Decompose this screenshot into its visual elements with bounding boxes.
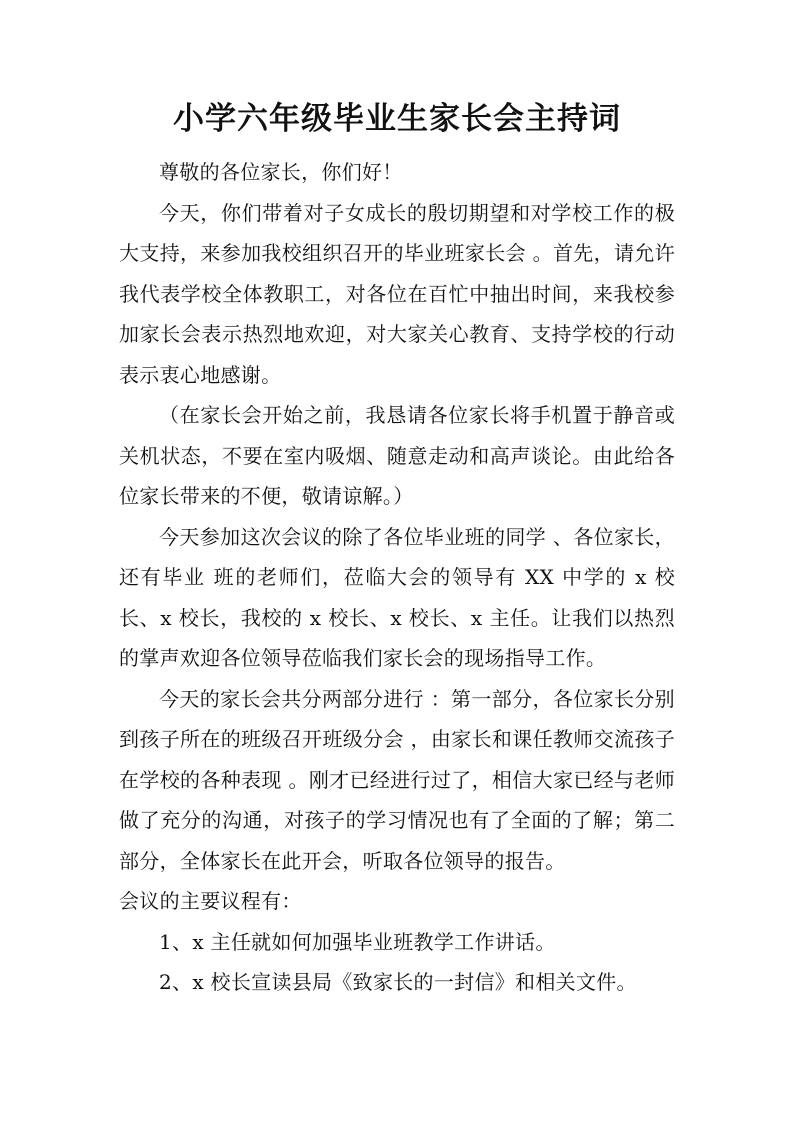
document-title: 小学六年级毕业生家长会主持词 [173,101,621,137]
phone-notice-paragraph: （在家长会开始之前，我恳请各位家长将手机置于静音或关机状态，不要在室内吸烟、随意走动和高声谈论。由此给各位家长带来的不便，敬请谅解。） [119,403,675,508]
meeting-structure-paragraph: 今天的家长会共分两部分进行 ：第一部分，各位家长分别到孩子所在的班级召开班级分会 ，由家长和课任教师交流孩子在学校的各种表现 。刚才已经进行过了，相信大家已经与老师做了充分的沟通，对孩子的学习情况也有了全面的了解；第二部分，全体家长在此开会，听取各位领导的报告。 [119,686,675,873]
welcome-paragraph: 今天，你们带着对子女成长的殷切期望和对学校工作的极大支持，来参加我校组织召开的毕业班家长会 。首先，请允许我代表学校全体教职工，对各位在百忙中抽出时间，来我校参加家长会表示热烈地欢迎，对大家关心教育、支持学校的行动表示衷心地感谢。 [119,200,675,387]
document-body [119,152,675,1003]
agenda-item-2: 2、x 校长宣读县局《致家长的一封信》和相关文件。 [159,970,637,994]
attendees-paragraph: 今天参加这次会议的除了各位毕业班的同学 、各位家长，还有毕业 班的老师们，莅临大会的领导有 XX 中学的 x 校长、x 校长，我校的 x 校长、x 校长、x 主任。让我们以热烈的掌声欢迎各位领导莅临我们家长会的现场指导工作。 [119,524,675,670]
agenda-intro: 会议的主要议程有： [119,889,302,913]
greeting-paragraph: 尊敬的各位家长，你们好！ [159,160,403,184]
agenda-item-1: 1、x 主任就如何加强毕业班教学工作讲话。 [159,929,556,954]
